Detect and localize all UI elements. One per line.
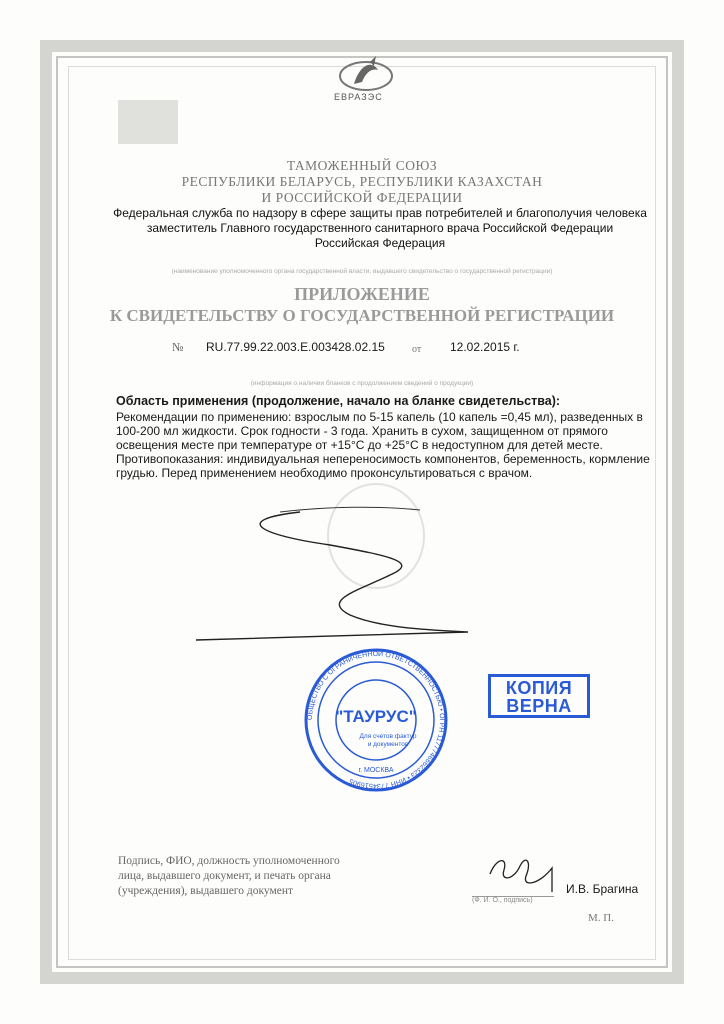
signature-stroke xyxy=(196,512,468,640)
caption-line2: лица, выдавшего документ, и печать органа xyxy=(118,870,331,882)
agency-line2: заместитель Главного государственного санитарного врача Российской Федерации xyxy=(146,221,614,235)
reg-number: RU.77.99.22.003.Е.003428.02.15 xyxy=(206,340,385,354)
caption-line1: Подпись, ФИО, должность уполномоченного xyxy=(118,855,340,867)
seal-company-name: "ТАУРУС" xyxy=(335,707,417,726)
reg-date: 12.02.2015 г. xyxy=(450,340,520,354)
reg-date-label: от xyxy=(412,344,422,355)
blank-info-caption: (информация о наличии бланков с продолжением сведений о продукции) xyxy=(250,380,474,387)
kopia-line1: КОПИЯ xyxy=(505,678,573,698)
appendix-title: ПРИЛОЖЕНИЕ xyxy=(294,284,430,304)
agency-line3: Российская Федерация xyxy=(314,236,446,250)
union-title-line1: ТАМОЖЕННЫЙ СОЮЗ xyxy=(286,158,438,173)
fio-caption: (Ф. И. О., подпись) xyxy=(472,896,554,904)
seal-ring-text: ОБЩЕСТВО С ОГРАНИЧЕННОЙ ОТВЕТСТВЕННОСТЬЮ • ОГРН 1177746662323 • ИНН 7734516905 xyxy=(306,650,446,790)
union-title-line3: И РОССИЙСКОЙ ФЕДЕРАЦИИ xyxy=(261,190,463,205)
signature-stroke-top xyxy=(280,507,420,512)
kopia-verna-stamp xyxy=(488,674,590,718)
signature-caption xyxy=(118,854,408,899)
agency-line1: Федеральная служба по надзору в сфере защиты прав потребителей и благополучия человека xyxy=(113,206,647,220)
authority-caption: (наименование уполномоченного органа государственной власти, выдавшего свидетельство о государственной регистрации) xyxy=(171,268,553,275)
taurus-round-seal xyxy=(306,649,446,790)
seal-place-label: М. П. xyxy=(588,912,614,924)
seal-subtitle1: Для счетов фактур xyxy=(359,733,417,740)
kopia-line2: ВЕРНА xyxy=(506,696,572,716)
signer-signature xyxy=(490,860,552,892)
caption-line3: (учреждения), выдавшего документ xyxy=(118,885,294,897)
reg-number-label: № xyxy=(172,340,184,354)
appendix-subtitle: К СВИДЕТЕЛЬСТВУ О ГОСУДАРСТВЕННОЙ РЕГИСТРАЦИИ xyxy=(109,306,615,325)
faint-ghost-seal xyxy=(328,484,424,588)
signer-name: И.В. Брагина xyxy=(566,882,639,896)
seal-subtitle2: и документов xyxy=(367,741,409,748)
usage-text: Рекомендации по применению: взрослым по 5-15 капель (10 капель =0,45 мл), разведенных в 100-200 мл жидкости. Срок годности - 3 года. Хранить в сухом, защищенном от прямого освещения месте при температуре от +15°С до +25°С в недоступном для детей месте. Противопоказания: индивидуальная непереносимость компонентов, беременность, кормление грудью. Перед применением необходимо проконсультироваться с врачом. xyxy=(116,410,650,480)
union-title-line2: РЕСПУБЛИКИ БЕЛАРУСЬ, РЕСПУБЛИКИ КАЗАХСТАН xyxy=(181,174,543,189)
logo-label: ЕВРАЗЭС xyxy=(334,92,383,102)
seal-city: г. МОСКВА xyxy=(358,767,394,774)
scope-title: Область применения (продолжение, начало на бланке свидетельства): xyxy=(116,394,561,408)
